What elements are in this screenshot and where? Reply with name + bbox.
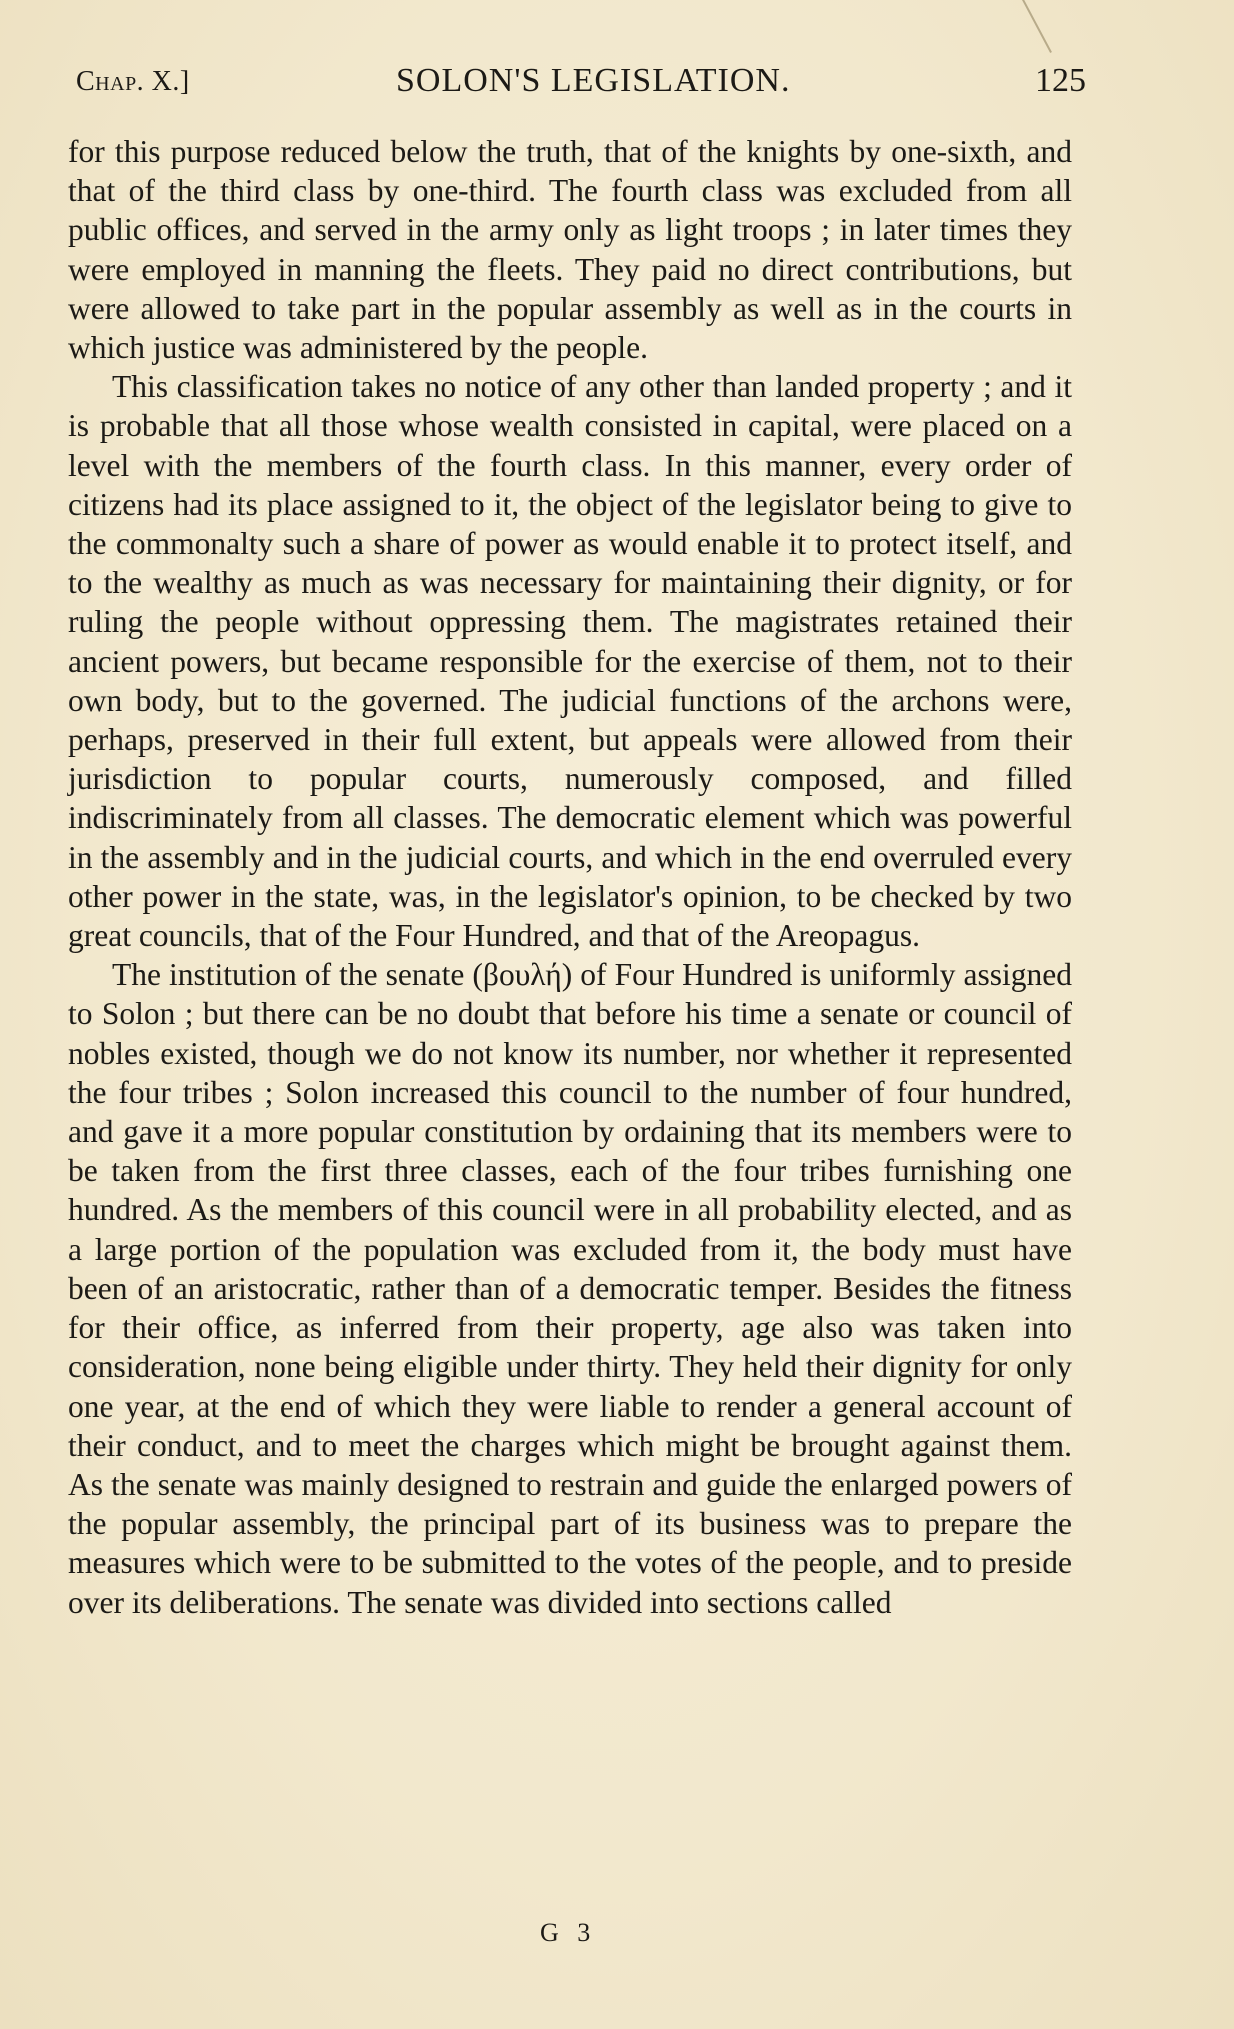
signature-mark: G 3 xyxy=(540,1918,597,1947)
page-title: SOLON'S LEGISLATION. xyxy=(396,62,791,99)
paragraph-1: for this purpose reduced below the truth, that of the knights by one-sixth, and that of the third class by one-third. The fourth class was excluded from all public offices, and served in the army only as light troops ; in later times they were employed in manning the fleets. They paid no direct contributions, but were allowed to take part in the popular assembly as well as in the courts in which justice was administered by the people. xyxy=(68,134,1072,366)
paragraph-3: The institution of the senate (βουλή) of Four Hundred is uniformly assigned to Solon ; but there can be no doubt that before his time a senate or council of nobles existed, though we do not know its number, nor whether it represented the four tribes ; Solon increased this council to the number of four hundred, and gave it a more popular constitution by ordaining that its members were to be taken from the first three classes, each of the four tribes furnishing one hundred. As the members of this council were in all probability elected, and as a large portion of the population was excluded from it, the body must have been of an aristocratic, rather than of a democratic temper. Besides the fitness for their office, as inferred from their property, age also was taken into consideration, none being eligible under thirty. They held their dignity for only one year, at the end of which they were liable to render a general account of their conduct, and to meet the charges which might be brought against them. As the senate was mainly designed to restrain and guide the enlarged powers of the popular assembly, the principal part of its business was to prepare the measures which were to be submitted to the votes of the people, and to preside over its deliberations. The senate was divided into sections called xyxy=(68,957,1072,1620)
body-text xyxy=(68,132,1072,1622)
page-edge-line xyxy=(1022,0,1052,53)
chapter-label: Chap. X.] xyxy=(76,66,190,97)
running-header xyxy=(76,62,1086,112)
paragraph-2: This classification takes no notice of any other than landed property ; and it is probable that all those whose wealth consisted in capital, were placed on a level with the members of the fourth class. In this manner, every order of citizens had its place assigned to it, the object of the legislator being to give to the commonalty such a share of power as would enable it to protect itself, and to the wealthy as much as was necessary for maintaining their dignity, or for ruling the people without oppressing them. The magistrates retained their ancient powers, but became responsible for the exercise of them, not to their own body, but to the governed. The judicial functions of the archons were, perhaps, preserved in their full extent, but appeals were allowed from their jurisdiction to popular courts, numerously composed, and filled indiscriminately from all classes. The democratic element which was powerful in the assembly and in the judicial courts, and which in the end overruled every other power in the state, was, in the legislator's opinion, to be checked by two great councils, that of the Four Hundred, and that of the Areopagus. xyxy=(68,369,1072,954)
page-number: 125 xyxy=(1035,62,1086,99)
